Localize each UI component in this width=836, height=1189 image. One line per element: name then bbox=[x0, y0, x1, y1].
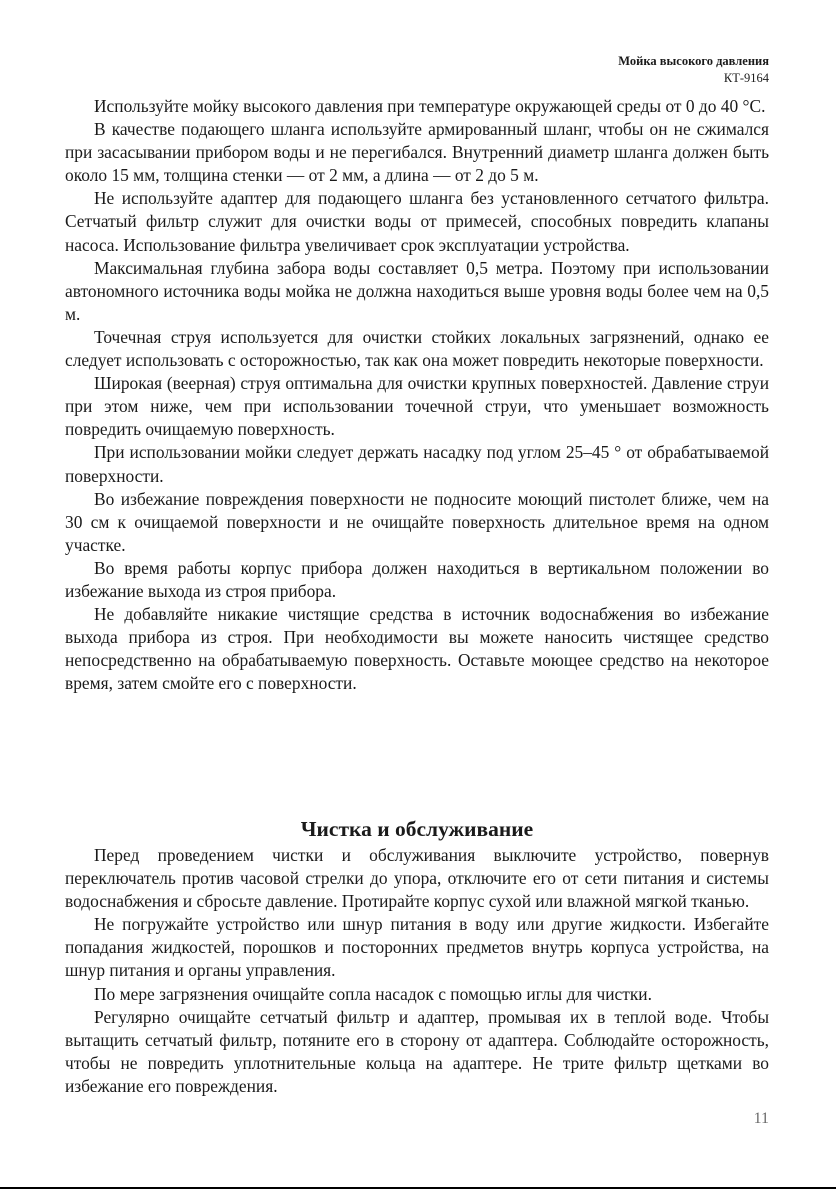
paragraph-filter: Не используйте адаптер для подающего шланга без установленного сетчатого фильтра. Сетчатый фильтр служит для очистки воды от примесей, способных повредить клапаны насоса. Использование фильтра увеличивает срок эксплуатации устройства. bbox=[65, 188, 769, 255]
header-product-title: Мойка высокого давления bbox=[618, 54, 769, 68]
paragraph-point-jet: Точечная струя используется для очистки стойких локальных загрязнений, однако ее следует использовать с осторожностью, так как она может повредить некоторые поверхности. bbox=[65, 326, 769, 371]
paragraph-before-cleaning: Перед проведением чистки и обслуживания выключите устройство, повернув переключатель против часовой стрелки до упора, отключите его от сети питания и системы водоснабжения и сбросьте давление. Протирайте корпус сухой или влажной мягкой тканью. bbox=[65, 845, 769, 912]
page-number: 11 bbox=[753, 1110, 769, 1127]
cleaning-maintenance-section bbox=[65, 844, 769, 1098]
usage-instructions-section bbox=[65, 95, 769, 695]
paragraph-intake-depth: Максимальная глубина забора воды составляет 0,5 метра. Поэтому при использовании автономного источника воды мойка не должна находиться выше уровня воды более чем на 0,5 м. bbox=[65, 257, 769, 324]
paragraph-no-immersion: Не погружайте устройство или шнур питания в воду или другие жидкости. Избегайте попадания жидкостей, порошков и посторонних предметов внутрь корпуса устройства, на шнур питания и органы управления. bbox=[65, 914, 769, 981]
paragraph-distance: Во избежание повреждения поверхности не подносите моющий пистолет ближе, чем на 30 см к очищаемой поверхности и не очищайте поверхность длительное время на одном участке. bbox=[65, 488, 769, 555]
paragraph-fan-jet: Широкая (веерная) струя оптимальна для очистки крупных поверхностей. Давление струи при этом ниже, чем при использовании точечной струи, что уменьшает возможность повредить очищаемую поверхность. bbox=[65, 373, 769, 440]
header-model-number: КТ-9164 bbox=[723, 71, 769, 85]
paragraph-filter-cleaning: Регулярно очищайте сетчатый фильтр и адаптер, промывая их в теплой воде. Чтобы вытащить сетчатый фильтр, потяните его в сторону от адаптера. Соблюдайте осторожность, чтобы не повредить уплотнительные кольца на адаптере. Не трите фильтр щетками во избежание его повреждения. bbox=[65, 1006, 769, 1096]
running-header bbox=[618, 53, 769, 87]
paragraph-vertical-position: Во время работы корпус прибора должен находиться в вертикальном положении во избежание выхода из строя прибора. bbox=[65, 557, 769, 601]
paragraph-nozzle-cleaning: По мере загрязнения очищайте сопла насадок с помощью иглы для чистки. bbox=[94, 983, 652, 1004]
section-heading-cleaning: Чистка и обслуживание bbox=[300, 816, 534, 841]
paragraph-detergents: Не добавляйте никакие чистящие средства в источник водоснабжения во избежание выхода прибора из строя. При необходимости вы можете наносить чистящее средство непосредственно на обрабатываемую поверхность. Оставьте моющее средство на некоторое время, затем смойте его с поверхности. bbox=[65, 604, 769, 694]
paragraph-supply-hose: В качестве подающего шланга используйте армированный шланг, чтобы он не сжимался при засасывании прибором воды и не перегибался. Внутренний диаметр шланга должен быть около 15 мм, толщина стенки — от 2 мм, а длина — от 2 до 5 м. bbox=[65, 119, 769, 186]
paragraph-nozzle-angle: При использовании мойки следует держать насадку под углом 25–45 ° от обрабатываемой поверхности. bbox=[65, 442, 769, 486]
paragraph-temperature: Используйте мойку высокого давления при температуре окружающей среды от 0 до 40 °С. bbox=[94, 96, 766, 116]
